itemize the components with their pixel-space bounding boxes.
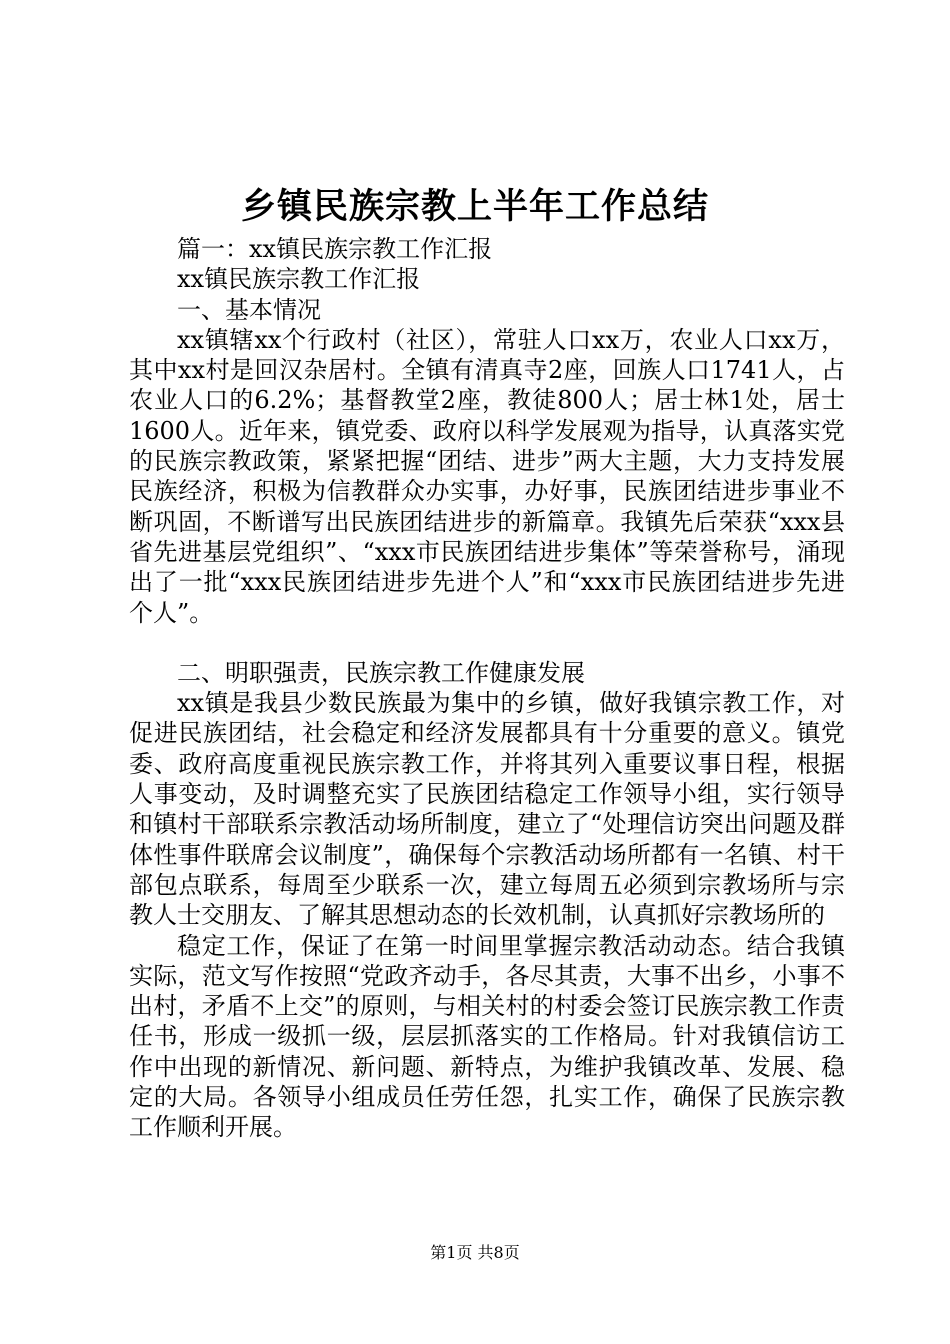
page-footer: 第1页 共8页 (430, 1243, 520, 1262)
paragraph-section-1-heading: 一、基本情况 (177, 295, 321, 324)
paragraph-section-2-heading: 二、明职强责，民族宗教工作健康发展 (177, 658, 585, 687)
document-body (129, 234, 845, 1143)
paragraph-chapter-heading: 篇一：xx镇民族宗教工作汇报 (177, 235, 493, 263)
paragraph-section-2-continued: 稳定工作，保证了在第一时间里掌握宗教活动动态。结合我镇实际，范文写作按照“党政齐动手，各尽其责，大事不出乡，小事不出村，矛盾不上交”的原则，与相关村的村委会签订民族宗教工作责任书，形成一级抓一级，层层抓落实的工作格局。针对我镇信访工作中出现的新情况、新问题、新特点，为维护我镇改革、发展、稳定的大局。各领导小组成员任劳任怨，扎实工作，确保了民族宗教工作顺利开展。 (129, 931, 845, 1142)
paragraph-basic-situation: xx镇辖xx个行政村（社区），常驻人口xx万，农业人口xx万，其中xx村是回汉杂居村。全镇有清真寺2座，回族人口1741人，占农业人口的6.2%；基督教堂2座，教徒800人；居士林1处，居士1600人。近年来，镇党委、政府以科学发展观为指导，认真落实党的民族宗教政策，紧紧把握“团结、进步”两大主题，大力支持发展民族经济，积极为信教群众办实事，办好事，民族团结进步事业不断巩固，不断谱写出民族团结进步的新篇章。我镇先后荣获“xxx县省先进基层党组织”、“xxx市民族团结进步集体”等荣誉称号，涌现出了一批“xxx民族团结进步先进个人”和“xxx市民族团结进步先进个人”。 (129, 325, 845, 627)
paragraph-section-2-body: xx镇是我县少数民族最为集中的乡镇，做好我镇宗教工作，对促进民族团结，社会稳定和经济发展都具有十分重要的意义。镇党委、政府高度重视民族宗教工作，并将其列入重要议事日程，根据人事变动，及时调整充实了民族团结稳定工作领导小组，实行领导和镇村干部联系宗教活动场所制度，建立了“处理信访突出问题及群体性事件联席会议制度”，确保每个宗教活动场所都有一名镇、村干部包点联系，每周至少联系一次，建立每周五必须到宗教场所与宗教人士交朋友、了解其思想动态的长效机制，认真抓好宗教场所的 (129, 689, 845, 930)
paragraph-report-title: xx镇民族宗教工作汇报 (177, 265, 421, 294)
document-title: 乡镇民族宗教上半年工作总结 (240, 186, 709, 227)
